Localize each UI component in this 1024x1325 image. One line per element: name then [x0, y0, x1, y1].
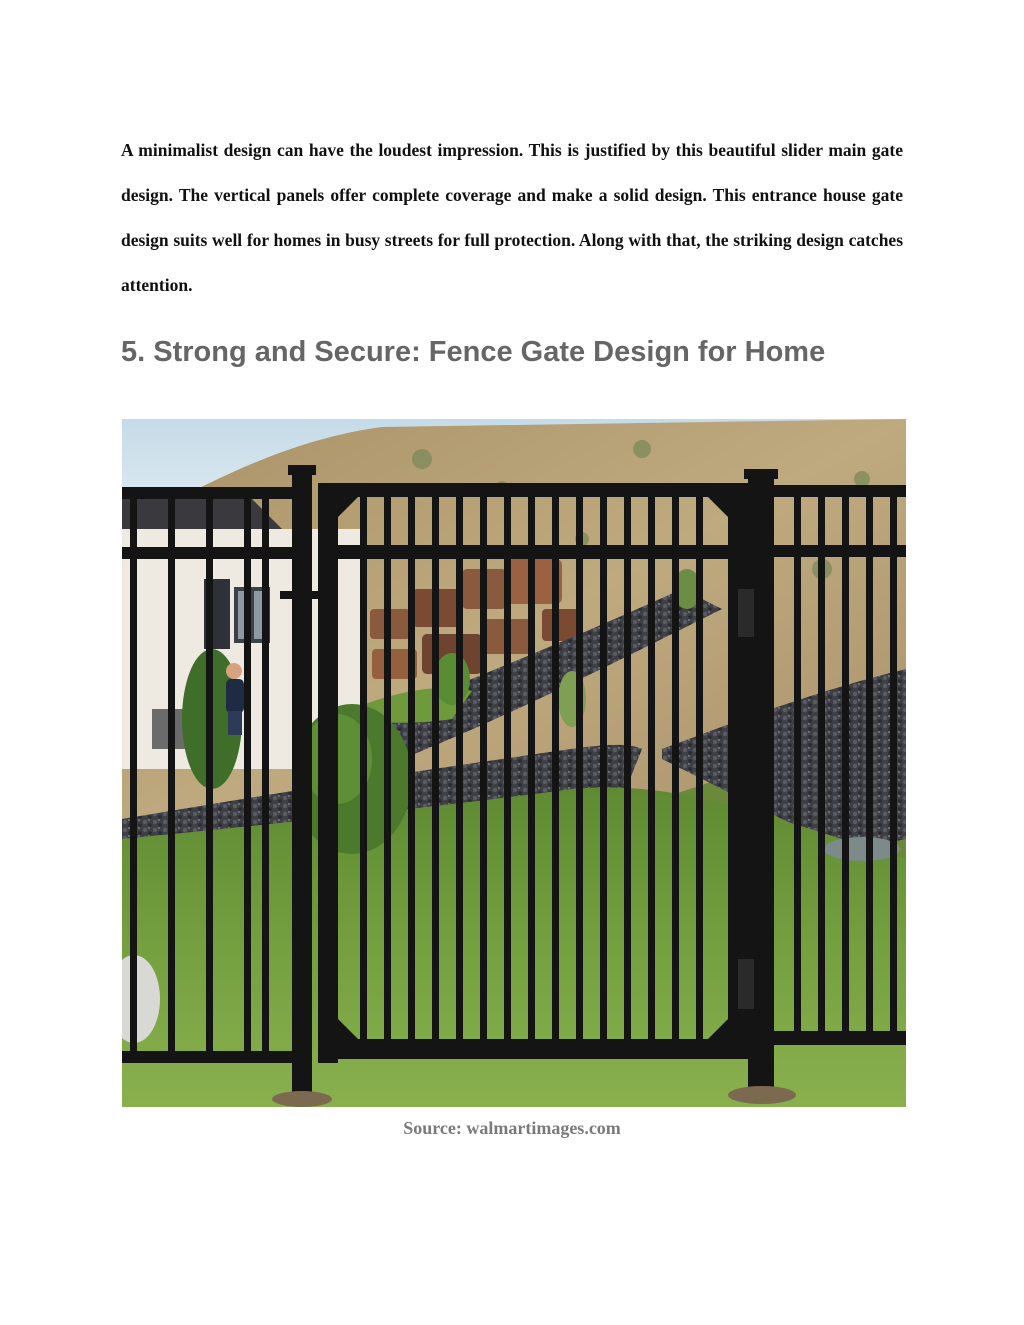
intro-paragraph: A minimalist design can have the loudest impression. This is justified by this beautiful slider main gate design. The vertical panels offer complete coverage and make a solid design. This entrance house gate design suits well for homes in busy streets for full protection. Along with that, the striking design catches attention.	[121, 140, 903, 295]
fence-gate-photo	[122, 419, 906, 1107]
fence-gate-illustration	[122, 419, 906, 1107]
section-heading: 5. Strong and Secure: Fence Gate Design for Home	[121, 336, 826, 368]
person	[226, 663, 244, 735]
source-caption: Source: walmartimages.com	[403, 1118, 621, 1138]
